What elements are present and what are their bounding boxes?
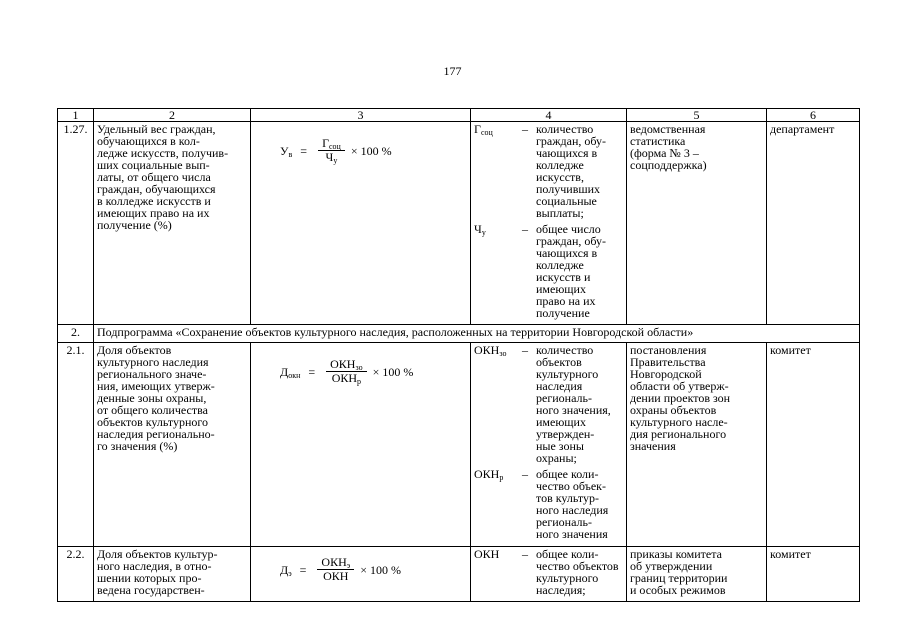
variable-definition: $Г_{соц}$ – количество граждан, обу- чающихся в колледже искусств, получивших социальные выплаты;	[474, 123, 623, 219]
formula-fraction	[317, 556, 354, 583]
table-row	[58, 122, 860, 325]
column-number: 6	[767, 109, 860, 122]
variable-symbol: $ОКН_р$	[474, 467, 504, 482]
row-number: 2.1.	[58, 343, 94, 547]
variable-definition: $ОКН_{зо}$ – количество объектов культурного наследия региональ- ного значения, имеющих утвержден- ные зоны охраны;	[474, 344, 623, 464]
variable-symbol: $Ч_у$	[474, 222, 486, 237]
indicator-table	[57, 108, 860, 602]
variable-symbol: $Г_{соц}$	[474, 122, 493, 137]
formula-equals: =	[300, 143, 308, 158]
formula-numerator: $ОКН_э$	[317, 556, 354, 570]
table-row	[58, 343, 860, 547]
section-row	[58, 325, 860, 343]
formula-multiplier: × 100 %	[372, 364, 414, 379]
formula	[280, 137, 467, 164]
formula-equals: =	[308, 364, 316, 379]
column-number: 1	[58, 109, 94, 122]
section-title: Подпрограмма «Сохранение объектов культурного наследия, расположенных на территории Новгородской области»	[94, 325, 860, 343]
data-source: приказы комитета об утверждении границ территории и особых режимов	[627, 547, 767, 602]
row-number: 2.2.	[58, 547, 94, 602]
data-source: постановления Правительства Новгородской области об утверж- дении проектов зон охраны объектов культурного насле- дия регионального значения	[627, 343, 767, 547]
indicator-name: Доля объектов культурного наследия регионального значе- ния, имеющих утверж- денные зоны охраны, от общего количества объектов культурного наследия регионально- го значения (%)	[94, 343, 251, 547]
formula	[280, 358, 467, 385]
variable-description: количество граждан, обу- чающихся в колледже искусств, получивших социальные выплаты;	[536, 122, 607, 220]
formula-denominator: $Ч_у$	[325, 150, 338, 165]
variable-definition: ОКН – общее коли- чество объектов культурного наследия;	[474, 548, 623, 596]
column-number-row	[58, 109, 860, 122]
variables-cell	[471, 547, 627, 602]
responsible-body: департамент	[767, 122, 860, 325]
formula-cell	[251, 122, 471, 325]
formula-multiplier: × 100 %	[350, 143, 392, 158]
formula-denominator: ОКН	[323, 569, 349, 583]
formula	[280, 556, 467, 583]
table-row	[58, 547, 860, 602]
formula-numerator: $ОКН_{зо}$	[326, 358, 366, 372]
column-number: 5	[627, 109, 767, 122]
responsible-body: комитет	[767, 547, 860, 602]
variable-definition: $Ч_у$ – общее число граждан, обу- чающихся в колледже искусств и имеющих право на их получение	[474, 223, 623, 319]
variables-cell	[471, 122, 627, 325]
formula-numerator: $Г_{соц}$	[318, 137, 345, 151]
variable-symbol: $ОКН_{зо}$	[474, 343, 507, 358]
indicator-name: Доля объектов культур- ного наследия, в отно- шении которых про- ведена государствен-	[94, 547, 251, 602]
variable-definition: $ОКН_р$ – общее коли- чество объек- тов культур- ного наследия региональ- ного значения	[474, 468, 623, 540]
variable-description: общее коли- чество объектов культурного наследия;	[536, 547, 619, 597]
formula-denominator: $ОКН_р$	[331, 371, 362, 386]
formula-cell	[251, 343, 471, 547]
row-number: 1.27.	[58, 122, 94, 325]
variable-symbol: ОКН	[474, 547, 500, 561]
section-number: 2.	[58, 325, 94, 343]
responsible-body: комитет	[767, 343, 860, 547]
variable-description: общее коли- чество объек- тов культур- ного наследия региональ- ного значения	[536, 467, 609, 541]
column-number: 3	[251, 109, 471, 122]
column-number: 2	[94, 109, 251, 122]
formula-lhs: $У_в$	[280, 143, 293, 159]
data-source: ведомственная статистика (форма № 3 – соцподдержка)	[627, 122, 767, 325]
variable-description: общее число граждан, обу- чающихся в колледже искусств и имеющих право на их получение	[536, 222, 607, 320]
formula-lhs: $Д_{окн}$	[280, 364, 301, 380]
formula-fraction	[326, 358, 366, 385]
page-number: 177	[443, 64, 462, 78]
variable-description: количество объектов культурного наследия региональ- ного значения, имеющих утвержден- ные зоны охраны;	[536, 343, 611, 465]
formula-equals: =	[299, 562, 307, 577]
formula-cell	[251, 547, 471, 602]
indicator-name: Удельный вес граждан, обучающихся в кол- ледже искусств, получив- ших социальные вып- латы, от общего числа граждан, обучающихся в колледже искусств и имеющих право на их получение (%)	[94, 122, 251, 325]
formula-multiplier: × 100 %	[360, 562, 401, 577]
column-number: 4	[471, 109, 627, 122]
variables-cell	[471, 343, 627, 547]
formula-lhs: $Д_э$	[280, 562, 292, 578]
formula-fraction	[318, 137, 345, 164]
